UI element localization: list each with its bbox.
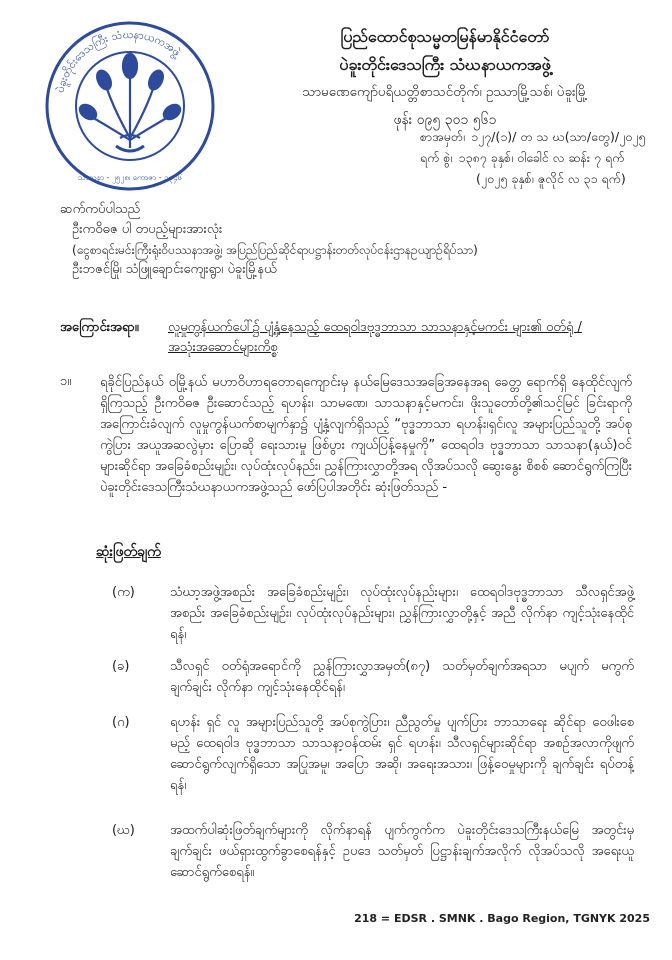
date-alt: (၂၀၂၅ ခုနှစ်၊ ဇူလိုင် လ ၃၁ ရက်) (476, 171, 626, 186)
date-value: ၁၃၈၇ ခုနှစ်၊ ဝါခေါင် လ ဆန်း ၇ ရက် (458, 150, 625, 165)
decision-item-ga (112, 712, 634, 796)
lotus-bouquet-icon (77, 54, 183, 151)
letterhead (232, 26, 658, 138)
decision-item-gha (112, 820, 634, 883)
decision-marker: (က) (112, 585, 135, 600)
addressee-line-2: ဦးကဝိဓဇ ပါ တပည့်များအားလုံး (72, 222, 223, 237)
date-label: ရက် စွဲ၊ (420, 150, 453, 165)
addressee-line-1: ဆက်ကပ်ပါသည် (60, 202, 141, 217)
decision-text: သံဃာ့အဖွဲ့အစည်း အခြေခံစည်းမျဉ်း၊ လုပ်ထုံးလုပ်နည်းများ၊ ထေရဝါဒဗုဒ္ဓဘာသာ သီလရှင်အဖွဲ့အစည်း အခြေခံစည်းမျဉ်း၊ လုပ်ထုံးလုပ်နည်းများ၊ ညွှန်ကြားလွှာတို့နှင့် အညီ လိုက်နာ ကျင့်သုံးနေထိုင်ရန်၊ (170, 585, 634, 642)
addressee-block (60, 200, 632, 280)
decision-marker: (ခ) (112, 659, 130, 674)
paragraph-1 (60, 372, 632, 498)
addressee-line-3: (ငွေစာရင်းမင်းကြီးရုံးဝိပဿနာအဖွဲ့၊ အပြည်ပြည်ဆိုင်ရာပဋ္ဌာန်းတတ်လုပ်ငန်းဌာနဥယျာဉ်ရိပ်သာ) (72, 243, 478, 257)
paragraph-number: ၁။ (60, 374, 72, 389)
footer-code: 218 = EDSR . SMNK . Bago Region, TGNYK 2025 (354, 912, 650, 925)
addressee-line-4: ဦးဘဇင်မြို၊ သံဖြူချောင်းကျေးရွာ၊ ပဲခူးမြို့နယ် (72, 262, 277, 277)
subject-label: အကြောင်းအရာ။ (60, 320, 139, 335)
seal-emblem (44, 20, 216, 192)
decision-text: သီလရှင် ၀တ်ရုံအရောင်ကို ညွှန်ကြားလွှာအမှတ်(၈၇) သတ်မှတ်ချက်အရသာ မပျက် မကွက် ချက်ချင်း လိုက်နာ ကျင့်သုံးနေထိုင်ရန်၊ (170, 659, 634, 695)
organization-name: ပဲခူးတိုင်းဒေသကြီး သံဃနာယကအဖွဲ့ (339, 55, 551, 74)
ref-label: စာအမှတ်၊ (420, 129, 465, 144)
decision-text: ရဟန်း ရှင် လူ အများပြည်သူတို့ အပ်စုကွဲပြား၊ ညီညွတ်မှု ပျက်ပြား ဘာသာရေး ဆိုင်ရာ ဝေဖါးစေမည့် ထေရဝါဒ ဗုဒ္ဓဘာသာ သာသနာ့ဝန်ထမ်း ရှင် ရဟန်း၊ သီလရှင်များဆိုင်ရာ အစဉ်အလာကိုဖျက် ဆောင်ရွက်လျက်ရှိသော အပြုအမူ၊ အပြော အဆို၊ အရေးအသား၊ ဖြန့်ဝေမှုများကို ချက်ချင်း ရပ်တန့်ရန်၊ (170, 715, 634, 793)
decision-text: အထက်ပါဆုံးဖြတ်ချက်များကို လိုက်နာရန် ပျက်ကွက်က ပဲခူးတိုင်းဒေသကြီးနယ်မြေ အတွင်းမှ ချက်ချင်း ဖယ်ရှားထွက်ခွာစေရန်နှင့် ဥပဒေ သတ်မှတ် ပြဋ္ဌာန်းချက်အလိုက် လိုအပ်သလို အရေးယူ ဆောင်ရွက်စေရန်။ (170, 823, 634, 880)
organization-address: သာမဏေကျော်ပရိယတ္တိစာသင်တိုက်၊ ဥဿာမြို့သစ်၊ ပဲခူးမြို့ (302, 84, 588, 100)
decision-item-kha (112, 656, 634, 698)
organization-phone: ဖုန်း ၀၉၅ ၃၀၁ ၅၆၁ (393, 112, 497, 128)
decision-item-ka (112, 582, 634, 645)
seal-ring-text: ပဲခူးတိုင်းဒေသကြီး သံဃနာယကအဖွဲ့ (53, 27, 184, 95)
paragraph-text: ရခိုင်ပြည်နယ် ဝမြို့နယ် မဟာဝိဟာရတောရကျောင်းမှ နယ်မြေဒေသအခြေအနေအရ ခေတ္တ ရောက်ရှိ နေထိုင်လျက်ရှိကြသည့် ဦးကဝိဓဇ ဦးဆောင်သည့် ရဟန်း၊ သာမဏေ၊ သာသနာနှင့်မကင်း၊ ဖိုးသူတော်တို့၏သင့်မြင် ခြင်းရာကိုအကြောင်းခံလျက် လူမှုကွန်ယက်စာမျက်နှာ၌ ပျံ့နှံ့လျက်ရှိသည့် “ဗုဒ္ဓဘာသာ ရဟန်း၊ရှင်၊လူ အများပြည်သူတို့ အပ်စုကွဲပြား အယူအဆလွဲမှား ပြောဆို ရေးသားမှု ဖြစ်ပွား ကျယ်ပြန့်နေမှုကို” ထေရဝါဒ ဗုဒ္ဓဘာသာ သာသနာ(နှယ်)ဝင် များဆိုင်ရာ အခြေခံစည်းမျဉ်း၊ လုပ်ထုံးလုပ်နည်း၊ ညွှန်ကြားလွှာတို့အရ လိုအပ်သလို ဆွေးနွေး စိစစ် ဆောင်ရွက်ကြပြီး ပဲခူးတိုင်းဒေသကြီးသံဃနာယကအဖွဲ့သည် ဖော်ပြပါအတိုင်း ဆုံးဖြတ်သည် - (100, 375, 632, 495)
subject-text: လူမှုကွန်ယက်ပေါ်၌ ပျံ့နှံ့နေသည့် ထေရဝါဒဗုဒ္ဓဘာသာ သာသနာနှင့်မကင်း များ၏ ၀တ်ရုံ / အသုံးအဆောင်များကိစ္စ (168, 320, 582, 355)
decision-marker: (ဂ) (112, 715, 130, 730)
reference-block (420, 126, 660, 189)
seal-bottom-text: သာသနာ - ၂၅၂၈၊ ကောဇာ - ၁၃၄၆ (77, 173, 183, 182)
decision-marker: (ဃ) (112, 823, 135, 838)
subject-block (60, 318, 632, 358)
country-name: ပြည်ထောင်စုသမ္မတမြန်မာနိုင်ငံတော် (340, 27, 550, 46)
decision-heading: ဆုံးဖြတ်ချက် (96, 544, 161, 560)
ref-value: ၁၂၇/(၁)/ တ သ ဃ(သာ/တွေ)/၂၀၂၅ (470, 129, 646, 144)
